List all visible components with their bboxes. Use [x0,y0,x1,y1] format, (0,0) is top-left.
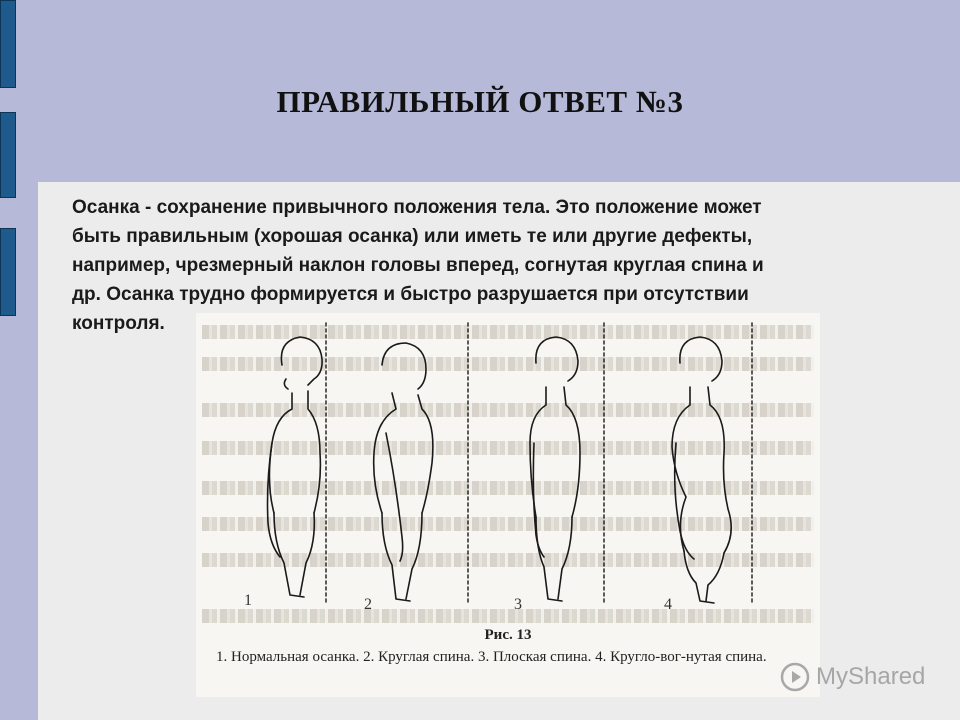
figure-number: 4 [664,596,672,613]
posture-figure [196,313,820,697]
figure-number: 3 [514,596,522,613]
slide-title: ПРАВИЛЬНЫЙ ОТВЕТ №3 [276,84,684,119]
figure-round-concave-back [672,323,752,605]
body-text [72,193,892,338]
side-tab-1 [0,0,16,88]
figure-flat-back [530,323,604,605]
side-tab-2 [0,112,16,198]
watermark [780,662,925,692]
figure-caption: 1. Нормальная осанка. 2. Круглая спина. 3. Плоская спина. 4. Кругло-вог-нутая спина. [216,649,767,665]
side-tab-3 [0,228,16,316]
figure-caption-title: Рис. 13 [484,627,532,643]
body-line: быть правильным (хорошая осанка) или иметь те или другие дефекты, [72,226,753,247]
body-line: контроля. [72,313,165,334]
body-line: др. Осанка трудно формируется и быстро разрушается при отсутствии [72,284,749,305]
watermark-text: MyShared [816,663,926,690]
figure-normal-posture [268,323,327,603]
body-line: Осанка - сохранение привычного положения тела. Это положение может [72,197,762,218]
figure-number: 1 [244,592,252,609]
figure-round-back [374,323,468,605]
body-line: например, чрезмерный наклон головы вперед, согнутая круглая спина и [72,255,764,276]
play-icon [780,662,810,692]
figure-number: 2 [364,596,372,613]
